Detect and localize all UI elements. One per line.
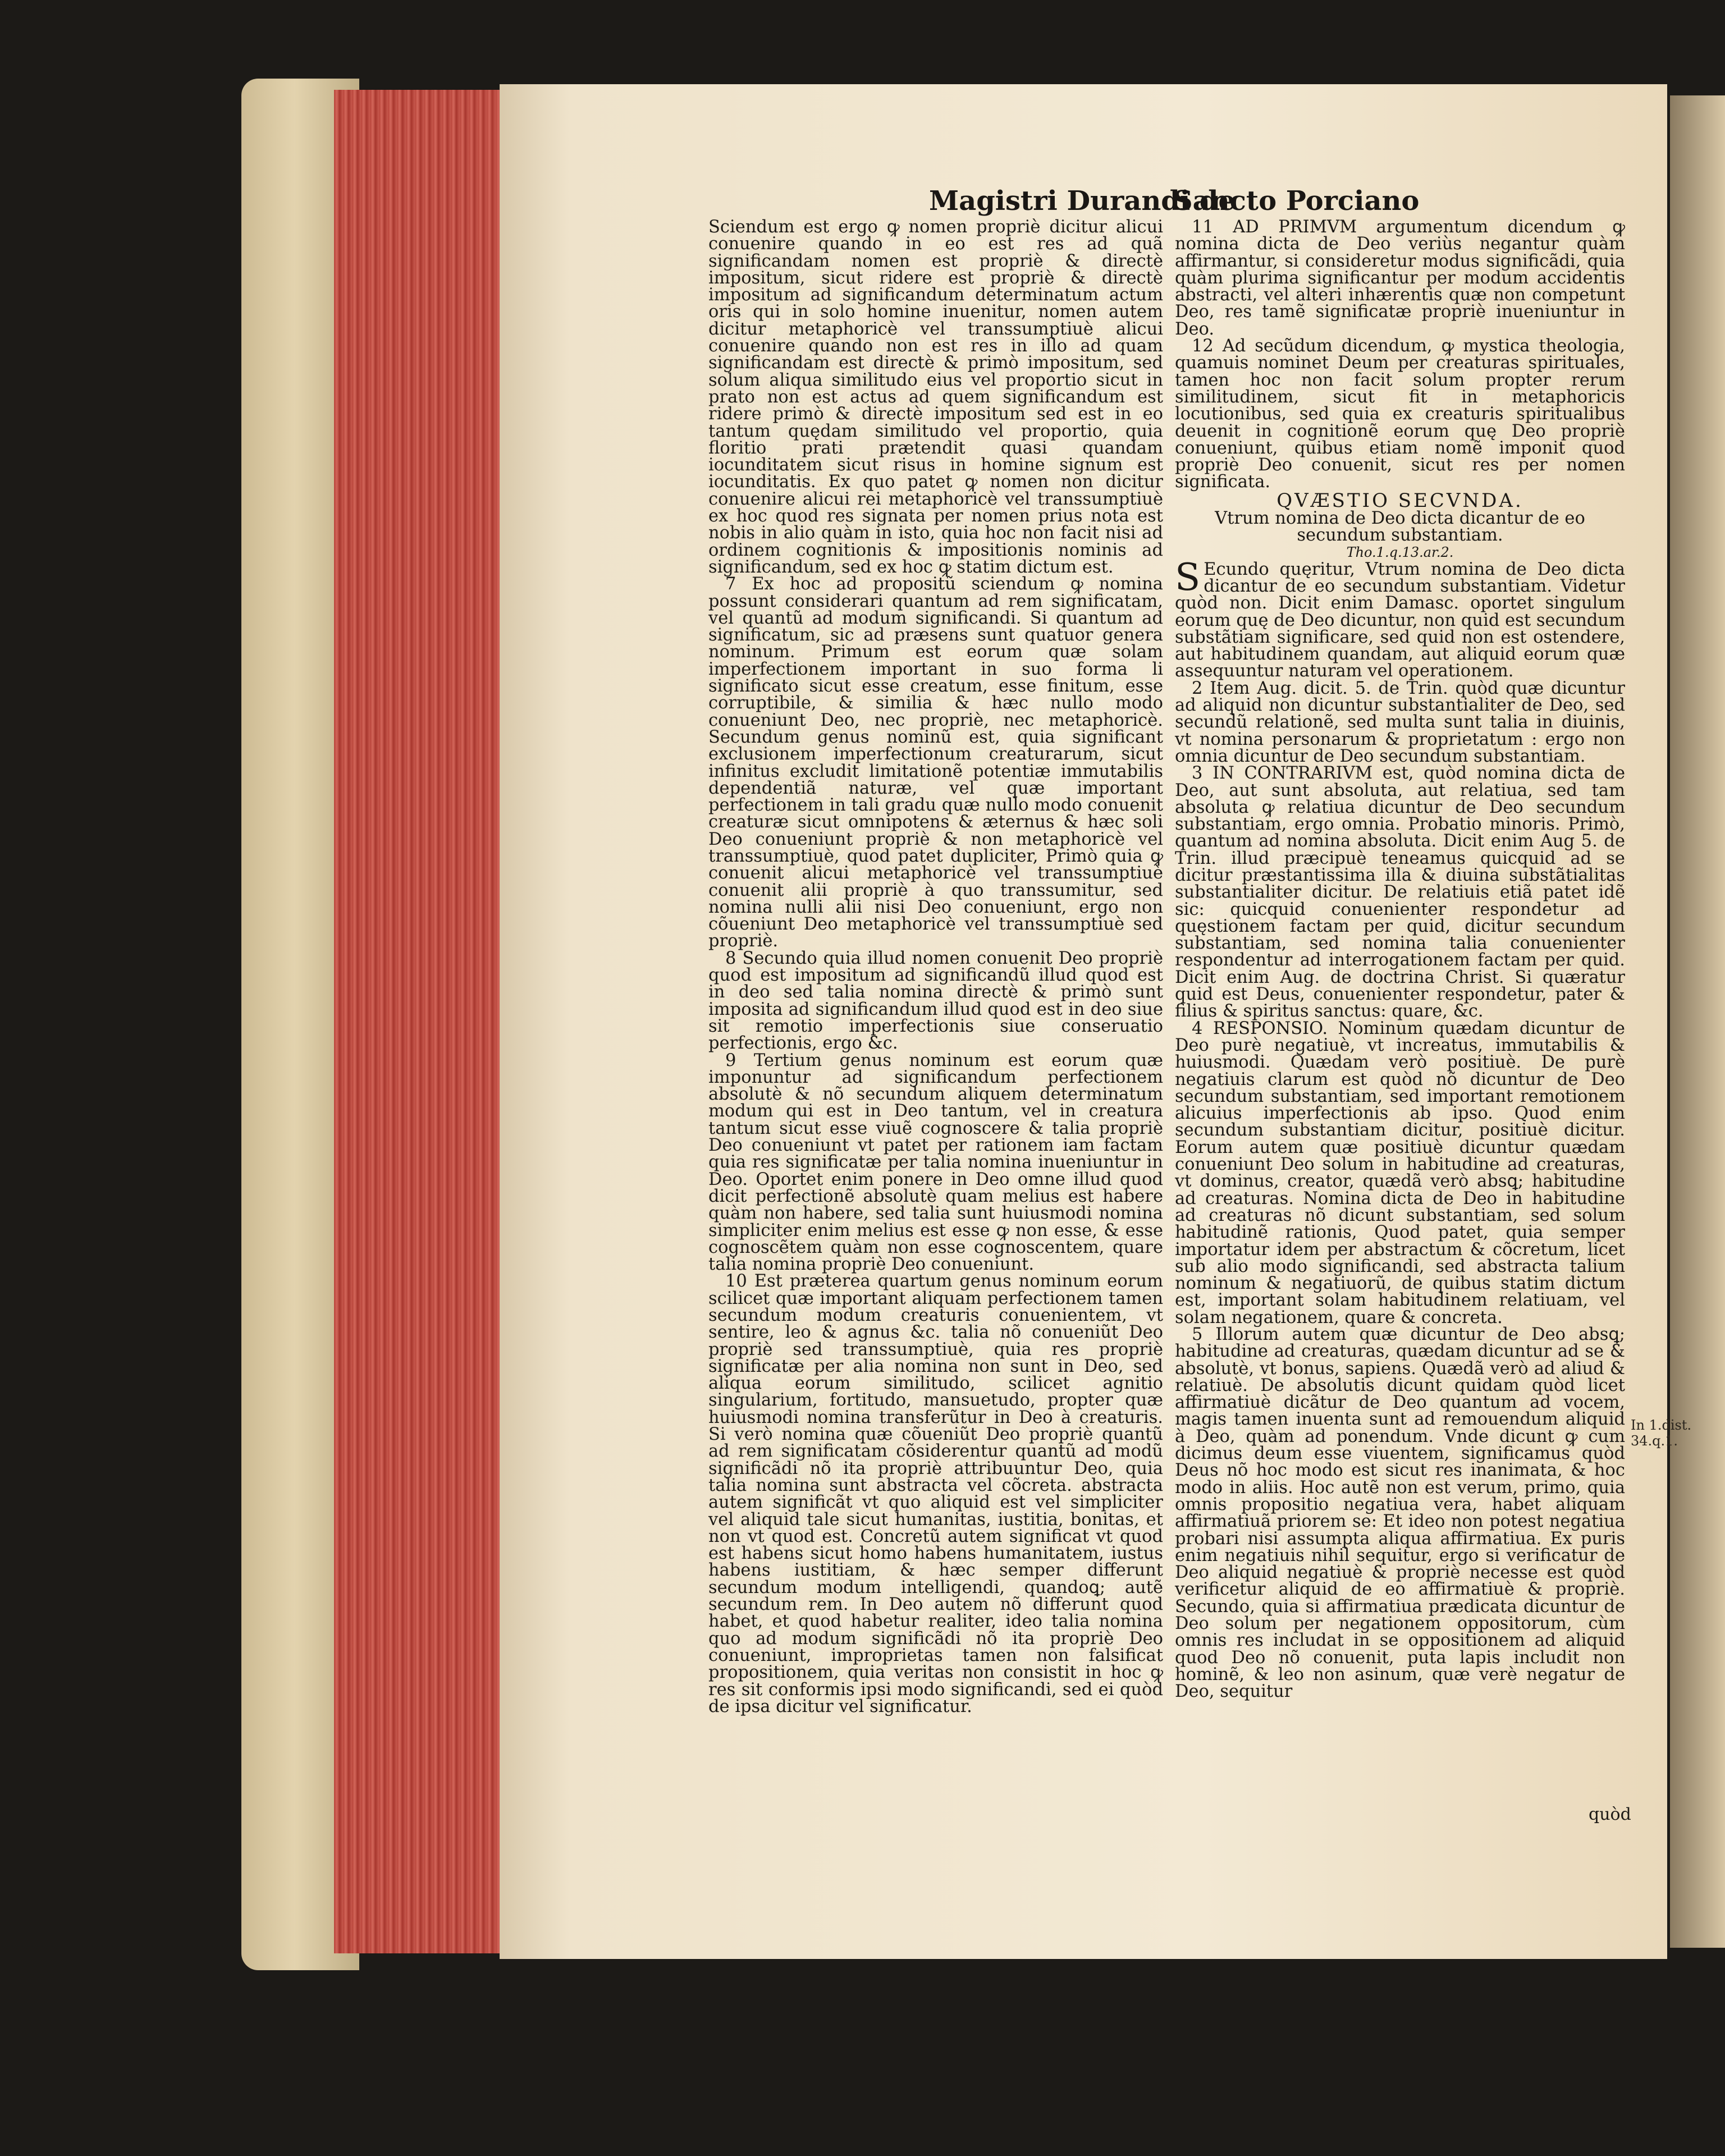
paragraph: 4 RESPONSIO. Nominum quædam dicuntur de Deo purè negatiuè, vt increatus, immutabilis & huiusmodi. Quædam verò positiuè. De purè negatiuis clarum est quòd nõ dicuntur de Deo secundum substantiam, sed important remotionem alicuius imperfectionis ab ipso. Quod enim secundum substantiam dicitur, positiuè dicitur. Eorum autem quæ positiuè dicuntur quædam conueniunt Deo solum in habitudine ad creaturas, vt dominus, creator, quædã verò absꝗ; habitudine ad creaturas. Nomina dicta de Deo in habitudine ad creaturas nõ dicunt substantiam, sed solum habitudinẽ rationis, Quod patet, quia semper importatur idem per abstractum & cõcretum, licet sub alio modo significandi, sed abstracta talium nominum & negatiuorũ, de quibus statim dictum est, important solam habitudinem relatiuam, vel solam negationem, quare & concreta. (1175, 1018, 1625, 1328)
catchword: quòd (1589, 1805, 1631, 1824)
question-subtitle: Vtrum nomina de Deo dicta dicantur de eo secundum substantiam. (1215, 508, 1585, 546)
paragraph: 10 Est præterea quartum genus nominum eorum scilicet quæ important aliquam perfectionem tamen secundum modum creaturis conuenientem, vt sentire, leo & agnus &c. talia nõ conueniũt Deo propriè sed transsumptiuè, quia res propriè significatæ per alia nomina non sunt in Deo, sed aliqua eorum similitudo, scilicet agnitio singularium, fortitudo, mansuetudo, propter quæ huiusmodi nomina transferũtur in Deo à creaturis. Si verò nomina quæ cõueniũt Deo propriè quantũ ad rem significatam cõsiderentur quantũ ad modũ significãdi nõ ita propriè attribuuntur Deo, quia talia nomina sunt abstracta vel cõcreta. abstracta autem significãt vt quo aliquid est vel simpliciter vel aliquid tale sicut humanitas, iustitia, bonitas, et non vt quod est. Concretũ autem significat vt quod est habens sicut homo habens humanitatem, iustus habens iustitiam, & hæc semper differunt secundum modum intelligendi, quandoꝗ; autẽ secundum rem. In Deo autem nõ differunt quod habet, et quod habetur realiter, ideo talia nomina quo ad modum significãdi nõ ita propriè Deo conueniunt, improprietas tamen non falsificat propositionem, quia veritas non consistit in hoc ꝙ res sit conformis ipsi modo significandi, sed ei quòd de ipsa dicitur vel significatur. (708, 1271, 1163, 1716)
margin-note: In 1.dist. 34.q.1. (1631, 1417, 1692, 1449)
paragraph: 5 Illorum autem quæ dicuntur de Deo absꝗ; habitudine ad creaturas, quædam dicuntur ad se & absolutè, vt bonus, sapiens. Quædã verò ad aliud & relatiuè. De absolutis dicunt quidam quòd licet affirmatiuè dicãtur de Deo quantum ad vocem, magis tamen inuenta sunt ad remouendum aliquid à Deo, quàm ad ponendum. Vnde dicunt ꝙ cum dicimus deum esse viuentem, significamus quòd Deus nõ hoc modo est sicut res inanimata, & hoc modo in aliis. Hoc autẽ non est verum, primo, quia omnis propositio negatiua vera, habet aliquam affirmatiuã priorem se: Et ideo non potest negatiua probari nisi assumpta aliqua affirmatiua. Ex puris enim negatiuis nihil sequitur, ergo si verificatur de Deo aliquid negatiuè & propriè necesse est quòd verificetur aliquid de eo affirmatiuè & propriè. Secundo, quia si affirmatiua prædicata dicuntur de Deo solum per negationem oppositorum, cùm omnis res includat in se oppositionem ad aliquid quod Deo nõ conuenit, puta lapis includit non hominẽ, & leo non asinum, quæ verè negatur de Deo, sequitur (1175, 1325, 1625, 1702)
paragraph (1175, 555, 1625, 681)
paragraph: 11 AD PRIMVM argumentum dicendum ꝙ nomina dicta de Deo veriùs negantur quàm affirmantur, si consideretur modus significãdi, quia quàm plurima significantur per modum accidentis abstracti, vel alteri inhærentis quæ non competunt Deo, res tamẽ significatæ propriè inueniuntur in Deo. (1175, 217, 1625, 339)
paragraph: 3 IN CONTRARIVM est, quòd nomina dicta de Deo, aut sunt absoluta, aut relatiua, sed tam absoluta ꝙ relatiua dicuntur de Deo secundum substantiam, ergo omnia. Probatio minoris. Primò, quantum ad nomina absoluta. Dicit enim Aug 5. de Trin. illud præcipuè teneamus quicquid ad se dicitur præstantissima illa & diuina substãtialitas substantialiter dicitur. De relatiuis etiã patet idẽ sic: quicquid conuenienter respondetur ad quęstionem factam per quid, dicitur secundum substantiam, sed nomina talia conuenienter respondentur ad interrogationem factam per quid. Dicit enim Aug. de doctrina Christ. Si quæratur quid est Deus, conuenienter respondetur, pater & filius & spiritus sanctus: quare, &c. (1175, 763, 1625, 1022)
paragraph: Sciendum est ergo ꝙ nomen propriè dicitur alicui conuenire quando in eo est res ad quã significandam nomen est propriè & directè impositum, sicut ridere est propriè & directè impositum ad significandum determinatum actum oris qui in solo homine inuenitur, nomen autem dicitur metaphoricè vel transsumptiuè alicui conuenire quando non est res in illo ad quam significandam est directè & primò impositum, sed solum aliqua similitudo eius vel proportio sicut in prato non est actus ad quem significandum est ridere primò & directè impositum sed est in eo tantum quędam similitudo vel proportio, quia floritio prati prætendit quasi quandam iocunditatem sicut risus in homine signum est iocunditatis. Ex quo patet ꝙ nomen non dicitur conuenire alicui rei metaphoricè vel transsumptiuè ex hoc quod res signata per nomen prius nota est nobis in alio quàm in isto, quia hoc non facit nisi ad ordinem cognitionis & impositionis nominis ad significandum, sed ex hoc ꝙ statim dictum est. (708, 217, 1163, 577)
paragraph: 12 Ad secũdum dicendum, ꝙ mystica theologia, quamuis nominet Deum per creaturas spirituales, tamen hoc non facit solum propter rerum similitudinem, sicut fit in metaphoricis locutionibus, sed quia ex creaturis spiritualibus deuenit in cognitionẽ eorum quę Deo propriè conueniunt, quibus etiam nomẽ imponit quod propriè Deo conuenit, sicut res per nomen significata. (1175, 336, 1625, 492)
question-reference: Tho.1.q.13.ar.2. (1346, 544, 1454, 561)
page-edges (334, 90, 502, 1953)
facing-page-edge (1670, 95, 1725, 1948)
paragraph: 2 Item Aug. dicit. 5. de Trin. quòd quæ dicuntur ad aliquid non dicuntur substantialiter de Deo, sed secundũ relationẽ, sed multa sunt talia in diuinis, vt nomina personarum & proprietatum : ergo non omnia dicuntur de Deo secundum substantiam. (1175, 678, 1625, 766)
question-title: QVÆSTIO SECVNDA. (1276, 489, 1523, 512)
drop-cap: S (1175, 555, 1201, 599)
right-column (1175, 219, 1625, 1701)
running-head-right: Sancto Porciano (1173, 185, 1420, 217)
paragraph: 8 Secundo quia illud nomen conuenit Deo propriè quod est impositum ad significandũ illud quod est in deo sed talia nomina directè & primò sunt imposita ad significandum illud quod est in deo siue sit remotio imperfectionis siue conseruatio perfectionis, ergo &c. (708, 948, 1163, 1054)
left-column (708, 219, 1163, 1715)
running-head-left: Magistri Durandi de (929, 185, 1236, 217)
paragraph: 9 Tertium genus nominum est eorum quæ imponuntur ad significandum perfectionem absolutè & nõ secundum aliquem determinatum modum qui est in Deo tantum, vel in creatura tantum sicut esse viuẽ cognoscere & talia propriè Deo conueniunt vt patet per rationem iam factam quia res significatæ per talia nomina inueniuntur in Deo. Oportet enim ponere in Deo omne illud quod dicit perfectionẽ absolutè quam melius est habere quàm non habere, sed talia sunt huiusmodi nomina simpliciter enim melius est esse ꝙ non esse, & esse cognoscẽtem quàm non esse cognoscentem, quare talia nomina propriè Deo conueniunt. (708, 1050, 1163, 1275)
paragraph-text: Ecundo quęritur, Vtrum nomina de Deo dicta dicantur de eo secundum substantiam. Videtur quòd non. Dicit enim Damasc. oportet singulum eorum quę de Deo dicuntur, non quid est secundum substãtiam significare, sed quid non est ostendere, aut habitudinem quandam, aut aliquid eorum quæ assequuntur naturam vel operationem. (1175, 559, 1625, 681)
paragraph: 7 Ex hoc ad propositũ sciendum ꝙ nomina possunt considerari quantum ad rem significatam, vel quantũ ad modum significandi. Si quantum ad significatum, sic ad præsens sunt quatuor genera nominum. Primum est eorum quæ solam imperfectionem important in suo forma li significato sicut esse creatum, esse finitum, esse corruptibile, & similia & hæc nullo modo conueniunt Deo, nec propriè, nec metaphoricè. Secundum genus nominũ est, quia significant exclusionem imperfectionum creaturarum, sicut infinitus excludit limitationẽ potentiæ immutabilis dependentiã naturæ, vel quæ important perfectionem in tali gradu quæ nullo modo conuenit creaturæ sicut omnipotens & æternus & hæc soli Deo conueniunt propriè & non metaphoricè vel transsumptiuè, quod patet dupliciter, Primò quia ꝙ conuenit alicui metaphoricè vel transsumptiuè conuenit alii propriè à quo transsumitur, sed nomina nulli alii nisi Deo conueniunt, ergo non cõueniunt Deo metaphoricè vel transsumptiuè sed propriè. (708, 574, 1163, 951)
